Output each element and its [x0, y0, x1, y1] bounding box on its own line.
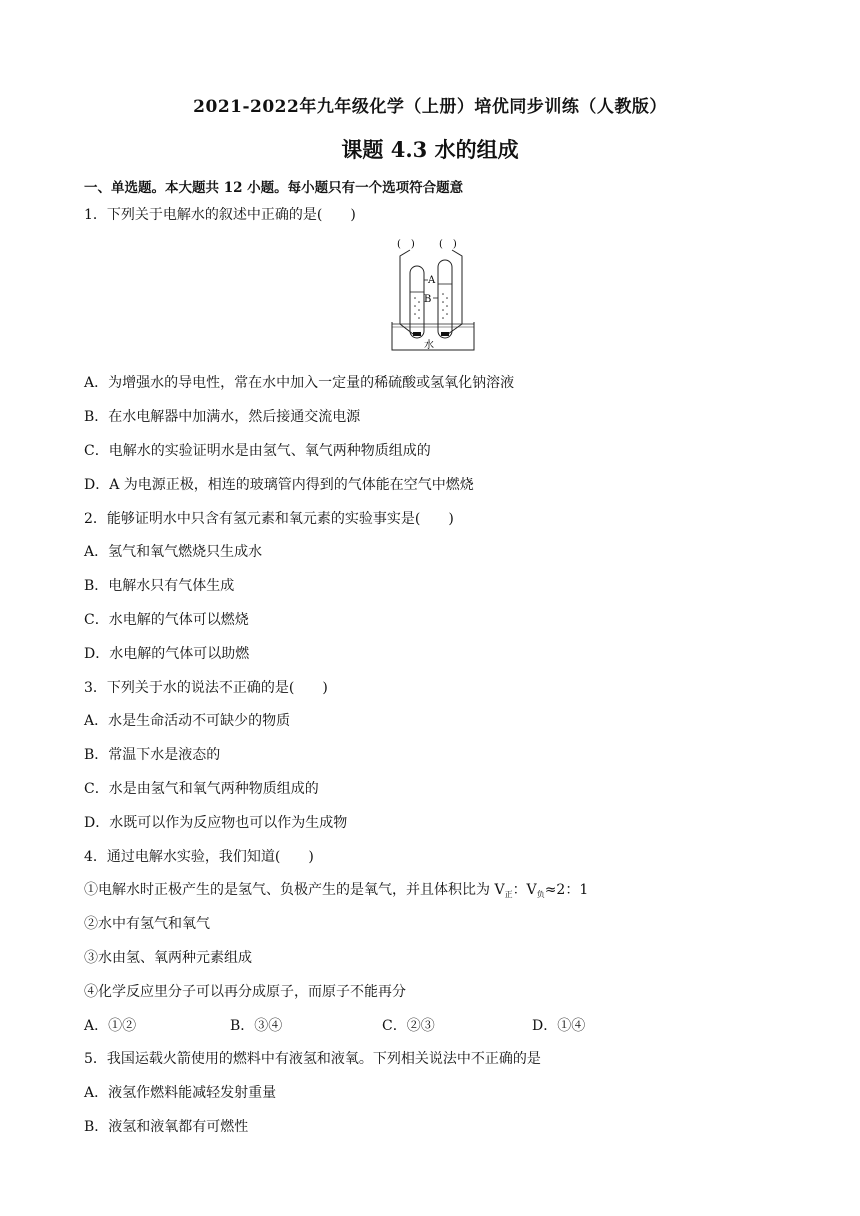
statement-1-ratio: ≈2：1 [544, 882, 589, 898]
question-1-option-a: A．为增强水的导电性，常在水中加入一定量的稀硫酸或氢氧化钠溶液 [84, 375, 515, 391]
question-2-option-b: B．电解水只有气体生成 [84, 578, 235, 594]
question-3-option-d: D．水既可以作为反应物也可以作为生成物 [84, 815, 348, 831]
question-5-stem: 5．我国运载火箭使用的燃料中有液氢和液氧。下列相关说法中不正确的是 [84, 1051, 541, 1067]
figure-bracket-right: ( ) [439, 239, 457, 250]
document-title: 2021-2022年九年级化学（上册）培优同步训练（人教版） [193, 97, 667, 117]
question-4-option-c: C．②③ [382, 1018, 435, 1034]
figure-label-b: B [424, 294, 432, 305]
question-3-option-a: A．水是生命活动不可缺少的物质 [84, 713, 291, 729]
figure-label-a: A [428, 275, 436, 286]
statement-1-text: ①电解水时正极产生的是氢气、负极产生的是氧气，并且体积比为 V [84, 882, 505, 898]
question-1-option-b: B．在水电解器中加满水，然后接通交流电源 [84, 409, 361, 425]
question-1-option-d: D．A 为电源正极，相连的玻璃管内得到的气体能在空气中燃烧 [84, 477, 474, 493]
question-3-option-b: B．常温下水是液态的 [84, 747, 221, 763]
question-4-statement-2: ②水中有氢气和氧气 [84, 916, 210, 932]
question-4-statement-4: ④化学反应里分子可以再分成原子，而原子不能再分 [84, 984, 406, 1000]
figure-bracket-left: ( ) [397, 239, 415, 250]
question-1-stem: 1．下列关于电解水的叙述中正确的是( ) [84, 207, 356, 223]
subscript-negative: 负 [536, 890, 545, 899]
question-4-option-a: A．①② [84, 1018, 137, 1034]
question-5-option-b: B．液氢和液氧都有可燃性 [84, 1119, 249, 1135]
question-2-option-a: A．氢气和氧气燃烧只生成水 [84, 544, 263, 560]
statement-1-middle: ：V [512, 882, 537, 898]
electrolysis-apparatus-figure [388, 236, 478, 356]
question-2-option-c: C．水电解的气体可以燃烧 [84, 612, 249, 628]
question-1-option-c: C．电解水的实验证明水是由氢气、氧气两种物质组成的 [84, 443, 431, 459]
question-2-stem: 2．能够证明水中只含有氢元素和氧元素的实验事实是( ) [84, 511, 454, 527]
question-5-option-a: A．液氢作燃料能减轻发射重量 [84, 1085, 277, 1101]
question-4-stem: 4．通过电解水实验，我们知道( ) [84, 849, 314, 865]
figure-label-water: 水 [424, 340, 434, 351]
question-4-option-b: B．③④ [230, 1018, 283, 1034]
lesson-title: 课题 4.3 水的组成 [341, 137, 519, 162]
subscript-positive: 正 [504, 890, 513, 899]
question-4-option-d: D．①④ [532, 1018, 586, 1034]
question-3-option-c: C．水是由氢气和氧气两种物质组成的 [84, 781, 319, 797]
question-4-statement-3: ③水由氢、氧两种元素组成 [84, 950, 252, 966]
question-2-option-d: D．水电解的气体可以助燃 [84, 646, 250, 662]
question-4-statement-1 [84, 879, 588, 899]
question-3-stem: 3．下列关于水的说法不正确的是( ) [84, 680, 328, 696]
section-heading: 一、单选题。本大题共 12 小题。每小题只有一个选项符合题意 [84, 180, 464, 196]
